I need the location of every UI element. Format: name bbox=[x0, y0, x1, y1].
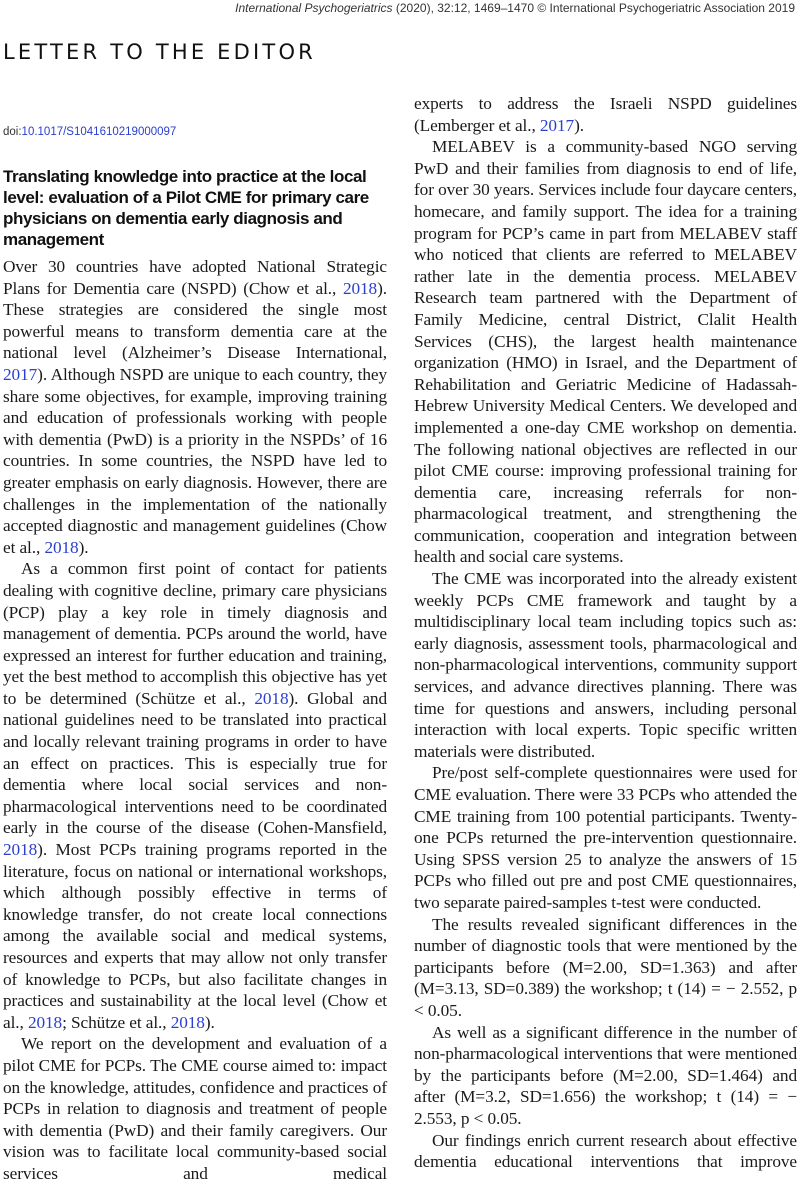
body-paragraph bbox=[3, 256, 387, 558]
journal-details: (2020), 32:12, 1469–1470 © International Psychogeriatric Association 2019 bbox=[392, 1, 795, 15]
paragraph-text: As well as a significant difference in the number of non-pharmacological interventions that were mentioned by the participants before (M=2.00, SD=1.464) and after (M=3.2, SD=1.656) the workshop; t (14) = − 2.553, p < 0.05. bbox=[414, 1022, 797, 1128]
paragraph-text: The results revealed significant differences in the number of diagnostic tools that were mentioned by the participants before (M=2.00, SD=1.363) and after (M=3.13, SD=0.389) the workshop; t (14) = − 2.552, p < 0.05. bbox=[414, 914, 797, 1020]
citation-year-link[interactable]: 2018 bbox=[342, 278, 378, 298]
body-paragraph bbox=[414, 568, 797, 762]
citation-year-link[interactable]: 2017 bbox=[539, 115, 575, 135]
paragraph-text: experts to address the Israeli NSPD guidelines (Lemberger et al., bbox=[414, 94, 797, 135]
citation-year-link[interactable]: 2018 bbox=[44, 537, 79, 557]
paragraph-text: ). bbox=[78, 537, 89, 557]
article-title: Translating knowledge into practice at the local level: evaluation of a Pilot CME for primary care physicians on dementia early diagnosis and management bbox=[3, 167, 369, 249]
paragraph-text: ). bbox=[574, 115, 584, 135]
doi-prefix: doi: bbox=[3, 126, 22, 138]
paragraph-text: ). These strategies are considered the single most powerful means to transform dementia care at the national level (Alzheimer’s Disease International, bbox=[3, 278, 387, 363]
citation-year-link[interactable]: 2018 bbox=[27, 1012, 63, 1032]
citation-year-link[interactable]: 2018 bbox=[3, 840, 38, 860]
right-column bbox=[414, 93, 797, 1173]
body-paragraph bbox=[414, 762, 797, 913]
paragraph-text: MELABEV is a community-based NGO serving PwD and their families from diagnosis to end of life, for over 30 years. Services include four daycare centers, homecare, and family support. The idea for a training program for PCP’s came in part from MELABEV staff who noticed that clients are referred to MELABEV rather late in the dementia process. MELABEV Research team partnered with the Department of Family Medicine, central District, Clalit Health Services (CHS), the largest health maintenance organization (HMO) in Israel, and the Department of Rehabilitation and Geriatric Medicine of Hadassah-Hebrew University Medical Centers. We developed and implemented a one-day CME workshop on dementia. The following national objectives are reflected in our pilot CME course: improving professional training for dementia care, increasing referrals for non-pharmacological treatment, and strengthening the communication, cooperation and integration between health and social care systems. bbox=[414, 137, 797, 567]
section-heading: LETTER TO THE EDITOR bbox=[3, 40, 316, 64]
paragraph-text: ). Although NSPD are unique to each country, they share some objectives, for example, improving training and education of professionals working with people with dementia (PwD) is a priority in the NSPDs’ of 16 countries. In some countries, the NSPD have led to greater emphasis on early diagnosis. However, there are challenges in the implementation of the nationally accepted diagnostic and management guidelines (Chow et al., bbox=[3, 364, 387, 557]
doi-link[interactable]: 10.1017/S1041610219000097 bbox=[21, 126, 177, 138]
body-paragraph bbox=[414, 914, 797, 1022]
paragraph-text: ). Global and national guidelines need to be translated into practical and locally relevant training programs in order to have an effect on practices. This is especially true for dementia where local social services and non-pharmacological interventions need to be coordinated early in the course of the disease (Cohen-Mansfield, bbox=[3, 688, 387, 838]
doi bbox=[3, 126, 176, 138]
paragraph-text: Over 30 countries have adopted National Strategic Plans for Dementia care (NSPD) (Chow et al., bbox=[3, 257, 387, 298]
journal-citation bbox=[235, 1, 795, 15]
paragraph-text: As a common first point of contact for patients dealing with cognitive decline, primary care physicians (PCP) play a key role in timely diagnosis and management of dementia. PCPs around the world, have expressed an interest for further education and training, yet the best method to accomplish this objective has yet to be determined (Schütze et al., bbox=[3, 559, 387, 708]
body-paragraph bbox=[414, 93, 797, 136]
body-paragraph bbox=[414, 136, 797, 568]
paragraph-text: Pre/post self-complete questionnaires were used for CME evaluation. There were 33 PCPs who attended the CME training from 100 potential participants. Twenty-one PCPs returned the pre-intervention questionnaire. Using SPSS version 25 to analyze the answers of 15 PCPs who filled out pre and post CME questionnaires, two separate paired-samples t-test were conducted. bbox=[414, 763, 797, 912]
journal-name: International Psychogeriatrics bbox=[235, 1, 393, 15]
paragraph-text: The CME was incorporated into the already existent weekly PCPs CME framework and taught by a multidisciplinary local team including topics such as: early diagnosis, assessment tools, pharmacological and non-pharmacological interventions, community support services, and advance directives planning. There was time for questions and answers, including personal interaction with local experts. Topic specific written materials were distributed. bbox=[414, 569, 797, 761]
body-paragraph bbox=[3, 558, 387, 1033]
paragraph-text: ; Schütze et al., bbox=[62, 1012, 171, 1032]
citation-year-link[interactable]: 2017 bbox=[3, 364, 38, 384]
paragraph-text: ). bbox=[204, 1012, 215, 1032]
paragraph-text: ). Most PCPs training programs reported in the literature, focus on national or international workshops, which although possibly effective in terms of knowledge transfer, do not create local connections among the available social and medical systems, resources and experts that may allow not only transfer of knowledge to PCPs, but also facilitate changes in practices and sustainability at the local level (Chow et al., bbox=[3, 840, 387, 1032]
body-paragraph bbox=[3, 1033, 387, 1184]
body-paragraph bbox=[414, 1022, 797, 1130]
citation-year-link[interactable]: 2018 bbox=[170, 1012, 205, 1032]
paragraph-text: Our findings enrich current research about effective dementia educational interventions that improve bbox=[414, 1130, 797, 1172]
body-paragraph bbox=[414, 1130, 797, 1173]
citation-year-link[interactable]: 2018 bbox=[254, 688, 289, 708]
paragraph-text: We report on the development and evaluation of a pilot CME for PCPs. The CME course aimed to: impact on the knowledge, attitudes, confidence and practices of PCPs in relation to diagnosis and treatment of people with dementia (PwD) and their family caregivers. Our vision was to facilitate local community-based social services and medical bbox=[3, 1034, 387, 1183]
left-column bbox=[3, 256, 387, 1185]
left-column-wrapper bbox=[3, 166, 387, 1185]
